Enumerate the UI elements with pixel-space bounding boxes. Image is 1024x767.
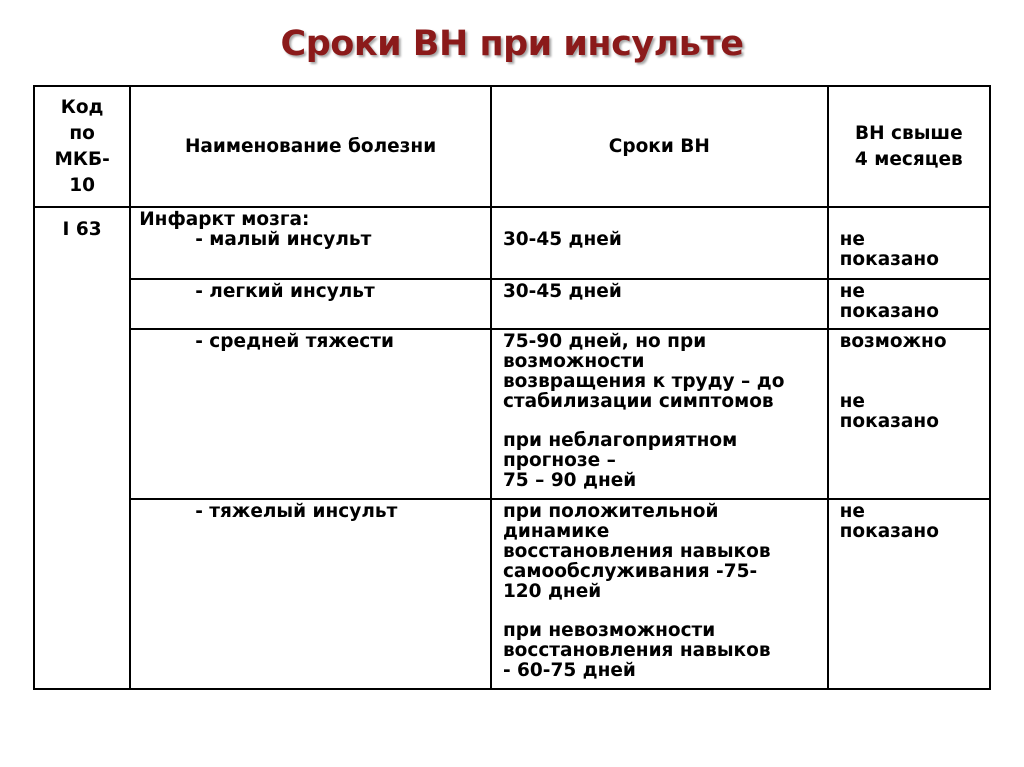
term-line: самообслуживания -75- [502, 561, 758, 582]
disease-name: - легкий инсульт [195, 281, 375, 302]
disease-name-cell [130, 499, 491, 689]
term-line: 30-45 дней [502, 281, 622, 302]
sick-leave-table [33, 85, 991, 690]
header-icd-code-line: МКБ- [54, 148, 110, 170]
term-cell [491, 329, 828, 499]
header-icd-code-line: Код [60, 96, 104, 118]
over-line: не [839, 501, 865, 522]
slide-title: Сроки ВН при инсульте [280, 24, 744, 64]
over-cell [828, 207, 990, 279]
term-line: возможности [502, 351, 645, 372]
header-over-line: 4 месяцев [854, 148, 963, 170]
table-row [34, 329, 990, 499]
header-icd-code [34, 86, 130, 207]
term-line: - 60-75 дней [502, 660, 636, 681]
header-over-line: ВН свыше [855, 122, 963, 144]
header-disease-name: Наименование болезни [130, 86, 491, 207]
term-line: возвращения к труду – до [502, 371, 785, 392]
term-line: при невозможности [502, 620, 716, 641]
disease-name: - средней тяжести [195, 331, 394, 352]
term-line: при положительной [502, 501, 719, 522]
header-icd-code-line: 10 [69, 174, 95, 196]
diagnosis-heading: Инфаркт мозга: [139, 209, 310, 230]
term-line: динамике [502, 521, 610, 542]
table-row [34, 207, 990, 279]
term-line: восстановления навыков [502, 640, 771, 661]
over-line: показано [839, 521, 939, 542]
term-line: стабилизации симптомов [502, 391, 774, 412]
term-line: 30-45 дней [502, 229, 622, 250]
table-row [34, 279, 990, 329]
header-icd-code-line: по [69, 122, 95, 144]
term-cell [491, 279, 828, 329]
disease-name-cell [130, 279, 491, 329]
over-line: показано [839, 249, 939, 270]
over-cell [828, 329, 990, 499]
over-line: показано [839, 411, 939, 432]
table-header-row [34, 86, 990, 207]
over-line: не [839, 281, 865, 302]
over-cell [828, 499, 990, 689]
disease-name-cell [130, 329, 491, 499]
term-line: восстановления навыков [502, 541, 771, 562]
disease-name: - малый инсульт [195, 229, 372, 250]
over-cell [828, 279, 990, 329]
over-line: не [839, 391, 865, 412]
header-sick-leave-term: Сроки ВН [491, 86, 828, 207]
over-line: не [839, 229, 865, 250]
table-row [34, 499, 990, 689]
term-line: 75-90 дней, но при [502, 331, 707, 352]
over-line: возможно [839, 331, 947, 352]
disease-name-cell [130, 207, 491, 279]
icd-code-cell: I 63 [34, 207, 130, 689]
term-line: прогнозе – [502, 450, 616, 471]
term-line: 75 – 90 дней [502, 470, 637, 491]
term-cell [491, 499, 828, 689]
spacer [503, 602, 827, 621]
disease-name: - тяжелый инсульт [195, 501, 398, 522]
spacer [503, 412, 827, 431]
term-line: при неблагоприятном [502, 430, 738, 451]
term-line: 120 дней [502, 581, 602, 602]
term-cell [491, 207, 828, 279]
header-over-4-months [828, 86, 990, 207]
over-line: показано [839, 301, 939, 322]
